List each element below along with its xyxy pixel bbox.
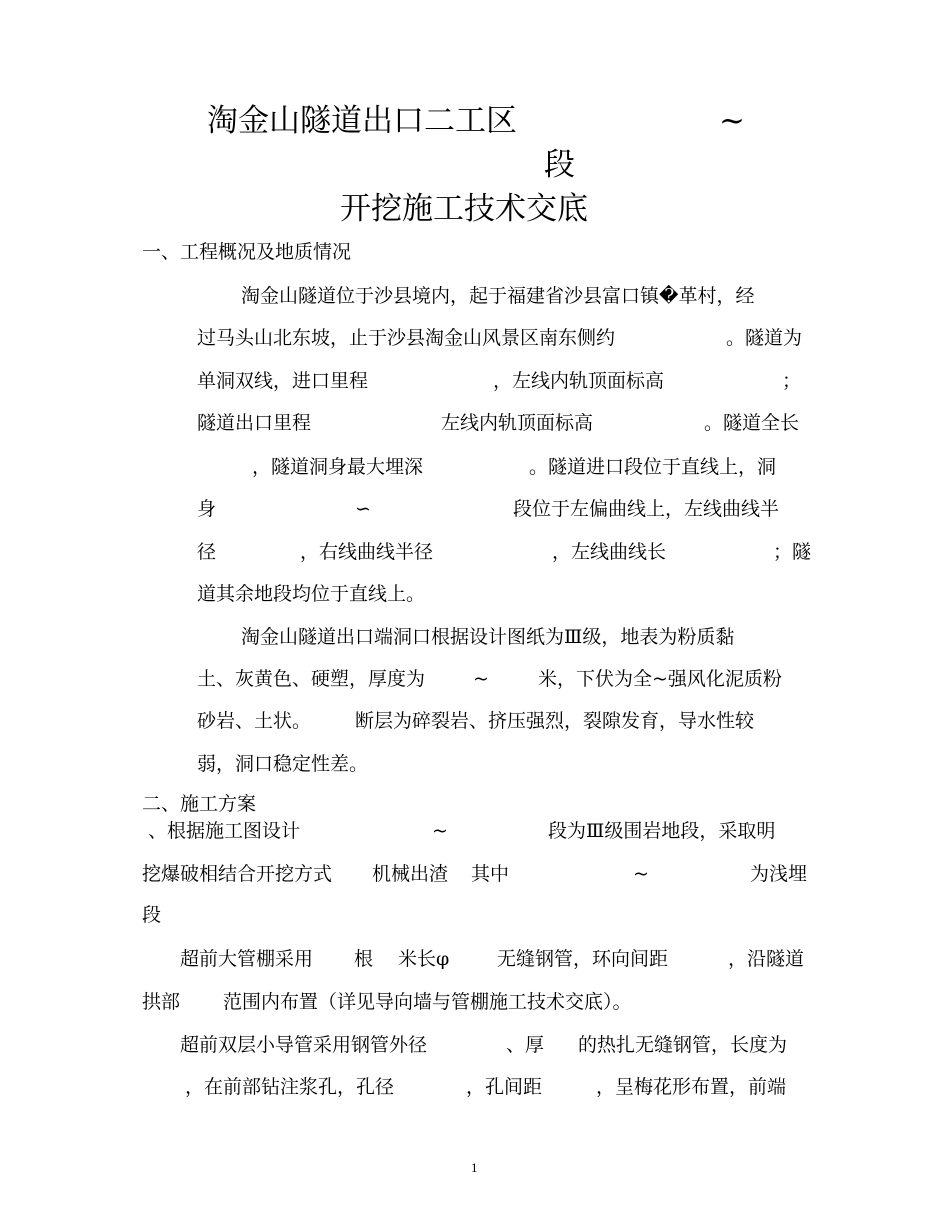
s1-p1-l5-b: 。隧道进口段位于直线上，洞 xyxy=(529,456,777,478)
s1-p2-l4-a: 弱，洞口稳定性差。 xyxy=(197,753,369,775)
s2-ps-l1-d: 无缝钢管，环向间距 xyxy=(497,948,669,970)
s1-p1-l6-c: 段位于左偏曲线上，左线曲线半 xyxy=(513,498,780,520)
s1-p1-l8-a: 道其余地段均位于直线上。 xyxy=(197,583,426,605)
title-line-1: 淘金山隧道出口二工区 xyxy=(207,103,517,139)
s2-i1-l2-b: 机械出渣 xyxy=(372,863,449,885)
s1-p1-l6-a: 身 xyxy=(197,498,217,520)
s1-p1-l3-b: ，左线内轨顶面标高 xyxy=(493,370,665,392)
title-line-2: 段 xyxy=(544,147,575,183)
s1-p1-l2-b: 。隧道为 xyxy=(726,327,803,349)
s2-ps-l1-c: 米长φ xyxy=(398,948,450,970)
s1-p1-l6-b: ∽ xyxy=(355,498,371,520)
s2-i1-l3-a: 段 xyxy=(142,904,162,926)
s2-sp-l2-b: ，孔间距 xyxy=(466,1076,543,1098)
s2-ps-l1-e: ，沿隧道 xyxy=(728,948,805,970)
s2-sp-l2-c: ，呈梅花形布置，前端 xyxy=(596,1076,787,1098)
s1-p2-l3-a: 砂岩、土状。 xyxy=(197,710,312,732)
s2-i1-l1-a: 、根据施工图设计 xyxy=(148,820,301,842)
s1-p1-l2-a: 过马头山北东坡，止于沙县淘金山风景区南东侧约 xyxy=(197,327,616,349)
s2-i1-l2-e: 为浅埋 xyxy=(750,863,808,885)
s2-i1-l1-b: ~ xyxy=(432,820,448,842)
s2-i1-l2-a: 挖爆破相结合开挖方式 xyxy=(142,863,333,885)
s2-ps-l1-b: 根 xyxy=(354,948,374,970)
s1-p2-l2-a: 土、灰黄色、硬塑，厚度为 xyxy=(197,668,426,690)
section-2-heading: 二、施工方案 xyxy=(142,793,257,815)
s2-sp-l2-a: ，在前部钻注浆孔，孔径 xyxy=(185,1076,395,1098)
s1-p1-l5-a: ，隧道洞身最大埋深 xyxy=(252,456,424,478)
s1-p2-l1-a: 淘金山隧道出口端洞口根据设计图纸为Ⅲ级，地表为粉质黏 xyxy=(241,626,735,648)
title-line-3: 开挖施工技术交底 xyxy=(340,191,588,227)
s2-sp-l1-c: 的热扎无缝钢管，长度为 xyxy=(578,1034,788,1056)
s2-i1-l2-c: 其中 xyxy=(471,863,510,885)
s1-p1-l1-a: 淘金山隧道位于沙县境内，起于福建省沙县富口镇�革村，经 xyxy=(241,285,755,307)
page-number: 1 xyxy=(471,1160,478,1175)
s2-sp-l1-b: 、厚 xyxy=(506,1034,545,1056)
s1-p1-l4-a: 隧道出口里程 xyxy=(197,412,312,434)
section-1-heading: 一、工程概况及地质情况 xyxy=(142,241,352,263)
s1-p1-l7-a: 径 xyxy=(197,541,217,563)
s1-p2-l3-b: 断层为碎裂岩、挤压强烈，裂隙发育，导水性较 xyxy=(355,710,755,732)
s1-p1-l3-a: 单洞双线，进口里程 xyxy=(197,370,369,392)
s1-p2-l2-b: ~ xyxy=(473,668,489,690)
s2-ps-l2-a: 拱部 xyxy=(142,991,181,1013)
s1-p1-l7-b: ，右线曲线半径 xyxy=(300,541,434,563)
s2-ps-l2-b: 范围内布置（详见导向墙与管棚施工技术交底）。 xyxy=(223,991,632,1013)
s1-p1-l4-c: 。隧道全长 xyxy=(704,412,800,434)
s1-p1-l3-c: ； xyxy=(782,370,802,392)
s1-p1-l7-d: ；隧 xyxy=(773,541,812,563)
s1-p2-l2-c: 米，下伏为全~强风化泥质粉 xyxy=(538,668,782,690)
s2-sp-l1-a: 超前双层小导管采用钢管外径 xyxy=(180,1034,428,1056)
s1-p1-l4-b: 左线内轨顶面标高 xyxy=(441,412,594,434)
s2-ps-l1-a: 超前大管棚采用 xyxy=(180,948,314,970)
s1-p1-l7-c: ，左线曲线长 xyxy=(552,541,667,563)
title-tilde: ~ xyxy=(719,103,745,139)
s2-i1-l2-d: ~ xyxy=(633,863,649,885)
s2-i1-l1-c: 段为Ⅲ级围岩地段，采取明 xyxy=(548,820,776,842)
